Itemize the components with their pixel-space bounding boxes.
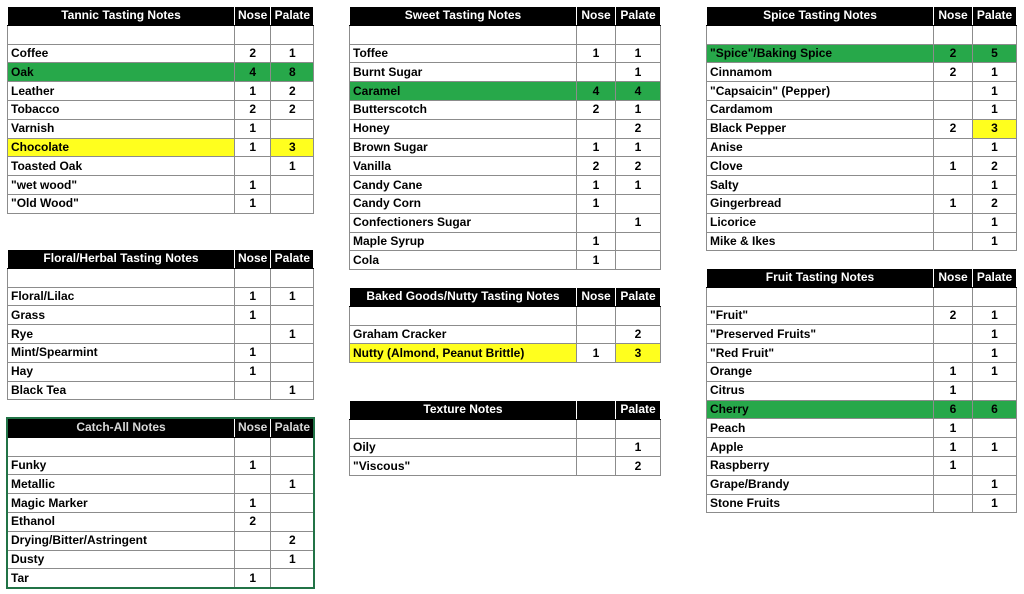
palate-cell[interactable]: 1 — [973, 232, 1017, 251]
nose-cell[interactable] — [235, 381, 271, 400]
note-cell[interactable]: Gingerbread — [707, 194, 934, 213]
nose-cell[interactable]: 4 — [235, 63, 271, 82]
palate-cell[interactable] — [973, 456, 1017, 475]
note-cell[interactable]: Dusty — [8, 550, 235, 569]
palate-cell[interactable] — [616, 232, 661, 251]
table-row — [8, 550, 314, 569]
table-row — [350, 438, 661, 457]
palate-header[interactable]: Palate — [616, 401, 661, 420]
note-cell[interactable]: Nutty (Almond, Peanut Brittle) — [350, 344, 577, 363]
palate-header[interactable]: Palate — [973, 7, 1017, 26]
palate-cell[interactable]: 1 — [271, 44, 314, 63]
table-row — [350, 194, 661, 213]
palate-cell[interactable]: 1 — [616, 213, 661, 232]
table-row — [707, 475, 1017, 494]
table-header — [8, 419, 314, 438]
table-header — [8, 250, 314, 269]
table-row — [707, 194, 1017, 213]
note-cell[interactable]: Ethanol — [8, 512, 235, 531]
nose-header[interactable] — [577, 401, 616, 420]
nose-cell[interactable] — [235, 475, 271, 494]
palate-cell[interactable]: 1 — [973, 100, 1017, 119]
palate-cell[interactable]: 2 — [616, 157, 661, 176]
table-row — [8, 44, 314, 63]
note-cell[interactable]: Cola — [350, 251, 577, 270]
table-row — [707, 63, 1017, 82]
nose-cell[interactable]: 1 — [934, 456, 973, 475]
table-row — [350, 157, 661, 176]
nose-cell[interactable] — [934, 213, 973, 232]
nose-cell[interactable] — [934, 100, 973, 119]
table-row — [8, 475, 314, 494]
table-row — [350, 251, 661, 270]
table-row — [8, 512, 314, 531]
table-row — [707, 232, 1017, 251]
nose-header[interactable]: Nose — [577, 288, 616, 307]
note-cell[interactable]: Funky — [8, 456, 235, 475]
palate-cell[interactable]: 1 — [271, 325, 314, 344]
note-cell[interactable]: Confectioners Sugar — [350, 213, 577, 232]
nose-cell[interactable]: 1 — [235, 306, 271, 325]
note-cell[interactable]: Salty — [707, 176, 934, 195]
note-cell[interactable]: Cardamom — [707, 100, 934, 119]
note-cell[interactable]: Vanilla — [350, 157, 577, 176]
table-row — [350, 63, 661, 82]
nose-cell[interactable] — [934, 138, 973, 157]
nose-cell[interactable]: 2 — [577, 100, 616, 119]
table-row — [707, 494, 1017, 513]
nose-cell[interactable] — [934, 344, 973, 363]
table-row — [707, 362, 1017, 381]
palate-cell[interactable]: 1 — [271, 287, 314, 306]
table-row — [707, 400, 1017, 419]
nose-cell[interactable]: 6 — [934, 400, 973, 419]
note-cell[interactable]: Coffee — [8, 44, 235, 63]
table-row — [8, 362, 314, 381]
palate-cell[interactable]: 1 — [616, 138, 661, 157]
nose-cell[interactable] — [934, 475, 973, 494]
nose-cell[interactable]: 1 — [235, 494, 271, 513]
note-cell[interactable]: Apple — [707, 438, 934, 457]
note-cell[interactable]: Chocolate — [8, 138, 235, 157]
table-title[interactable]: Fruit Tasting Notes — [707, 269, 934, 288]
nose-cell[interactable]: 1 — [235, 82, 271, 101]
note-cell[interactable]: Caramel — [350, 82, 577, 101]
note-cell[interactable]: "wet wood" — [8, 176, 235, 195]
nose-cell[interactable]: 1 — [934, 381, 973, 400]
palate-cell[interactable] — [271, 194, 314, 213]
nose-cell[interactable]: 1 — [577, 138, 616, 157]
nose-header[interactable]: Nose — [934, 7, 973, 26]
palate-cell[interactable]: 1 — [271, 157, 314, 176]
nose-header[interactable]: Nose — [235, 419, 271, 438]
table-row — [8, 138, 314, 157]
nose-cell[interactable] — [235, 531, 271, 550]
nose-cell[interactable]: 1 — [235, 456, 271, 475]
table-row — [8, 82, 314, 101]
palate-cell[interactable]: 1 — [973, 325, 1017, 344]
table-header — [707, 7, 1017, 26]
palate-cell[interactable] — [271, 512, 314, 531]
blank-row — [707, 25, 1017, 44]
note-cell[interactable]: Graham Cracker — [350, 325, 577, 344]
nose-cell[interactable]: 2 — [235, 44, 271, 63]
palate-cell[interactable]: 2 — [973, 194, 1017, 213]
palate-cell[interactable] — [271, 306, 314, 325]
nose-header[interactable]: Nose — [934, 269, 973, 288]
nose-cell[interactable]: 1 — [934, 419, 973, 438]
table-row — [707, 44, 1017, 63]
note-cell[interactable]: Drying/Bitter/Astringent — [8, 531, 235, 550]
palate-cell[interactable]: 2 — [271, 531, 314, 550]
nose-cell[interactable]: 1 — [235, 176, 271, 195]
table-title[interactable]: Texture Notes — [350, 401, 577, 420]
palate-cell[interactable]: 6 — [973, 400, 1017, 419]
palate-header[interactable]: Palate — [616, 7, 661, 26]
palate-cell[interactable]: 1 — [973, 344, 1017, 363]
note-cell[interactable]: "Preserved Fruits" — [707, 325, 934, 344]
palate-cell[interactable]: 1 — [616, 176, 661, 195]
palate-cell[interactable]: 1 — [973, 306, 1017, 325]
nose-cell[interactable] — [577, 325, 616, 344]
table-row — [350, 100, 661, 119]
palate-cell[interactable]: 2 — [271, 82, 314, 101]
table-row — [8, 157, 314, 176]
note-cell[interactable]: Orange — [707, 362, 934, 381]
nose-cell[interactable]: 2 — [934, 119, 973, 138]
table-row — [707, 306, 1017, 325]
note-cell[interactable]: Varnish — [8, 119, 235, 138]
table-row — [8, 381, 314, 400]
palate-cell[interactable] — [616, 194, 661, 213]
table-row — [8, 456, 314, 475]
table-row — [350, 457, 661, 476]
note-cell[interactable]: Clove — [707, 157, 934, 176]
note-cell[interactable]: Anise — [707, 138, 934, 157]
palate-cell[interactable] — [271, 176, 314, 195]
sweet-table — [349, 6, 661, 270]
palate-cell[interactable]: 1 — [973, 63, 1017, 82]
nose-cell[interactable]: 1 — [235, 287, 271, 306]
table-row — [350, 44, 661, 63]
nose-cell[interactable]: 1 — [934, 438, 973, 457]
palate-cell[interactable]: 8 — [271, 63, 314, 82]
palate-cell[interactable]: 1 — [973, 475, 1017, 494]
table-row — [707, 119, 1017, 138]
nose-cell[interactable]: 1 — [235, 194, 271, 213]
note-cell[interactable]: Tar — [8, 569, 235, 588]
table-row — [8, 531, 314, 550]
note-cell[interactable]: Mike & Ikes — [707, 232, 934, 251]
nose-cell[interactable]: 4 — [577, 82, 616, 101]
nose-cell[interactable]: 2 — [934, 306, 973, 325]
nose-cell[interactable]: 2 — [934, 44, 973, 63]
note-cell[interactable]: Butterscotch — [350, 100, 577, 119]
nose-cell[interactable] — [235, 325, 271, 344]
palate-cell[interactable]: 5 — [973, 44, 1017, 63]
nose-cell[interactable] — [934, 325, 973, 344]
table-row — [707, 344, 1017, 363]
nose-cell[interactable]: 2 — [235, 512, 271, 531]
note-cell[interactable]: "Fruit" — [707, 306, 934, 325]
note-cell[interactable]: Cinnamom — [707, 63, 934, 82]
note-cell[interactable]: Cherry — [707, 400, 934, 419]
table-header — [350, 401, 661, 420]
note-cell[interactable]: Rye — [8, 325, 235, 344]
table-row — [707, 419, 1017, 438]
note-cell[interactable]: Tobacco — [8, 100, 235, 119]
palate-header[interactable]: Palate — [271, 250, 314, 269]
spice-table — [706, 6, 1017, 251]
table-row — [350, 325, 661, 344]
note-cell[interactable]: Burnt Sugar — [350, 63, 577, 82]
table-row — [350, 344, 661, 363]
nose-header[interactable]: Nose — [235, 7, 271, 26]
table-row — [350, 82, 661, 101]
palate-cell[interactable]: 1 — [271, 475, 314, 494]
floral-herbal-table — [7, 249, 314, 400]
fruit-table — [706, 268, 1017, 513]
palate-cell[interactable] — [271, 119, 314, 138]
tannic-table — [7, 6, 314, 214]
table-row — [8, 194, 314, 213]
palate-cell[interactable] — [616, 251, 661, 270]
palate-cell[interactable]: 1 — [973, 176, 1017, 195]
blank-row — [350, 306, 661, 325]
nose-cell[interactable]: 2 — [934, 63, 973, 82]
table-header — [350, 7, 661, 26]
note-cell[interactable]: Stone Fruits — [707, 494, 934, 513]
palate-cell[interactable] — [973, 419, 1017, 438]
palate-header[interactable]: Palate — [271, 7, 314, 26]
table-row — [707, 456, 1017, 475]
palate-cell[interactable]: 3 — [973, 119, 1017, 138]
palate-cell[interactable]: 1 — [616, 100, 661, 119]
note-cell[interactable]: Grape/Brandy — [707, 475, 934, 494]
table-row — [350, 138, 661, 157]
palate-cell[interactable]: 3 — [271, 138, 314, 157]
palate-header[interactable]: Palate — [616, 288, 661, 307]
table-title[interactable]: Floral/Herbal Tasting Notes — [8, 250, 235, 269]
palate-cell[interactable]: 1 — [616, 63, 661, 82]
note-cell[interactable]: Brown Sugar — [350, 138, 577, 157]
table-title[interactable]: Spice Tasting Notes — [707, 7, 934, 26]
note-cell[interactable]: Black Tea — [8, 381, 235, 400]
nose-cell[interactable]: 1 — [934, 157, 973, 176]
table-row — [350, 213, 661, 232]
table-row — [8, 100, 314, 119]
nose-cell[interactable] — [235, 550, 271, 569]
note-cell[interactable]: "Spice"/Baking Spice — [707, 44, 934, 63]
palate-cell[interactable]: 2 — [616, 325, 661, 344]
table-row — [350, 176, 661, 195]
nose-cell[interactable]: 1 — [577, 232, 616, 251]
note-cell[interactable]: Licorice — [707, 213, 934, 232]
blank-row — [350, 25, 661, 44]
table-row — [8, 63, 314, 82]
table-header — [707, 269, 1017, 288]
table-header — [8, 7, 314, 26]
nose-cell[interactable]: 1 — [235, 362, 271, 381]
palate-cell[interactable]: 1 — [973, 438, 1017, 457]
blank-row — [8, 25, 314, 44]
nose-cell[interactable] — [934, 232, 973, 251]
palate-cell[interactable] — [271, 494, 314, 513]
note-cell[interactable]: Grass — [8, 306, 235, 325]
note-cell[interactable]: Candy Corn — [350, 194, 577, 213]
note-cell[interactable]: Peach — [707, 419, 934, 438]
table-row — [8, 119, 314, 138]
table-row — [8, 306, 314, 325]
table-header — [350, 288, 661, 307]
note-cell[interactable]: Mint/Spearmint — [8, 343, 235, 362]
nose-cell[interactable] — [577, 63, 616, 82]
palate-cell[interactable]: 3 — [616, 344, 661, 363]
table-row — [8, 494, 314, 513]
palate-cell[interactable] — [271, 343, 314, 362]
note-cell[interactable]: Oily — [350, 438, 577, 457]
nose-cell[interactable]: 1 — [235, 119, 271, 138]
table-row — [350, 232, 661, 251]
nose-cell[interactable]: 1 — [577, 194, 616, 213]
table-title[interactable]: Catch-All Notes — [8, 419, 235, 438]
note-cell[interactable]: "Capsaicin" (Pepper) — [707, 82, 934, 101]
table-row — [8, 325, 314, 344]
palate-cell[interactable]: 1 — [973, 138, 1017, 157]
palate-cell[interactable]: 2 — [973, 157, 1017, 176]
table-row — [350, 119, 661, 138]
table-row — [707, 82, 1017, 101]
nose-cell[interactable]: 2 — [577, 157, 616, 176]
palate-cell[interactable]: 2 — [616, 119, 661, 138]
note-cell[interactable]: Toffee — [350, 44, 577, 63]
palate-cell[interactable]: 1 — [973, 362, 1017, 381]
palate-cell[interactable]: 1 — [271, 550, 314, 569]
table-row — [707, 381, 1017, 400]
note-cell[interactable]: Candy Cane — [350, 176, 577, 195]
nose-cell[interactable] — [235, 157, 271, 176]
table-row — [707, 157, 1017, 176]
palate-cell[interactable]: 2 — [616, 457, 661, 476]
blank-row — [8, 268, 314, 287]
texture-table — [349, 400, 661, 476]
nose-header[interactable]: Nose — [235, 250, 271, 269]
nose-cell[interactable] — [934, 82, 973, 101]
nose-cell[interactable] — [577, 119, 616, 138]
note-cell[interactable]: Oak — [8, 63, 235, 82]
nose-header[interactable]: Nose — [577, 7, 616, 26]
palate-cell[interactable]: 1 — [616, 438, 661, 457]
palate-cell[interactable]: 1 — [616, 44, 661, 63]
palate-cell[interactable]: 1 — [271, 381, 314, 400]
table-row — [707, 100, 1017, 119]
note-cell[interactable]: Honey — [350, 119, 577, 138]
note-cell[interactable]: "Red Fruit" — [707, 344, 934, 363]
table-row — [707, 213, 1017, 232]
note-cell[interactable]: Raspberry — [707, 456, 934, 475]
note-cell[interactable]: "Viscous" — [350, 457, 577, 476]
note-cell[interactable]: Magic Marker — [8, 494, 235, 513]
nose-cell[interactable]: 1 — [577, 44, 616, 63]
table-row — [707, 138, 1017, 157]
table-row — [8, 287, 314, 306]
catch-all-table — [7, 418, 314, 588]
blank-row — [707, 287, 1017, 306]
nose-cell[interactable] — [934, 176, 973, 195]
nose-cell[interactable]: 2 — [235, 100, 271, 119]
palate-cell[interactable]: 1 — [973, 82, 1017, 101]
note-cell[interactable]: Maple Syrup — [350, 232, 577, 251]
nose-cell[interactable] — [577, 457, 616, 476]
palate-cell[interactable] — [271, 456, 314, 475]
table-row — [707, 438, 1017, 457]
table-row — [8, 176, 314, 195]
palate-header[interactable]: Palate — [271, 419, 314, 438]
nose-cell[interactable]: 1 — [934, 194, 973, 213]
baked-goods-table — [349, 287, 661, 363]
nose-cell[interactable]: 1 — [235, 343, 271, 362]
note-cell[interactable]: Leather — [8, 82, 235, 101]
nose-cell[interactable]: 1 — [577, 176, 616, 195]
nose-cell[interactable]: 1 — [934, 362, 973, 381]
nose-cell[interactable] — [577, 213, 616, 232]
nose-cell[interactable]: 1 — [235, 138, 271, 157]
nose-cell[interactable]: 1 — [577, 251, 616, 270]
table-title[interactable]: Sweet Tasting Notes — [350, 7, 577, 26]
table-title[interactable]: Tannic Tasting Notes — [8, 7, 235, 26]
palate-cell[interactable] — [271, 362, 314, 381]
palate-cell[interactable]: 2 — [271, 100, 314, 119]
note-cell[interactable]: Black Pepper — [707, 119, 934, 138]
note-cell[interactable]: Floral/Lilac — [8, 287, 235, 306]
nose-cell[interactable]: 1 — [235, 569, 271, 588]
note-cell[interactable]: Hay — [8, 362, 235, 381]
palate-cell[interactable] — [973, 381, 1017, 400]
note-cell[interactable]: Citrus — [707, 381, 934, 400]
blank-row — [350, 419, 661, 438]
nose-cell[interactable]: 1 — [577, 344, 616, 363]
table-row — [8, 569, 314, 588]
note-cell[interactable]: Metallic — [8, 475, 235, 494]
palate-cell[interactable]: 1 — [973, 494, 1017, 513]
palate-cell[interactable]: 4 — [616, 82, 661, 101]
table-row — [707, 325, 1017, 344]
note-cell[interactable]: "Old Wood" — [8, 194, 235, 213]
note-cell[interactable]: Toasted Oak — [8, 157, 235, 176]
table-title[interactable]: Baked Goods/Nutty Tasting Notes — [350, 288, 577, 307]
palate-header[interactable]: Palate — [973, 269, 1017, 288]
table-row — [8, 343, 314, 362]
palate-cell[interactable]: 1 — [973, 213, 1017, 232]
blank-row — [8, 437, 314, 456]
nose-cell[interactable] — [577, 438, 616, 457]
nose-cell[interactable] — [934, 494, 973, 513]
palate-cell[interactable] — [271, 569, 314, 588]
table-row — [707, 176, 1017, 195]
